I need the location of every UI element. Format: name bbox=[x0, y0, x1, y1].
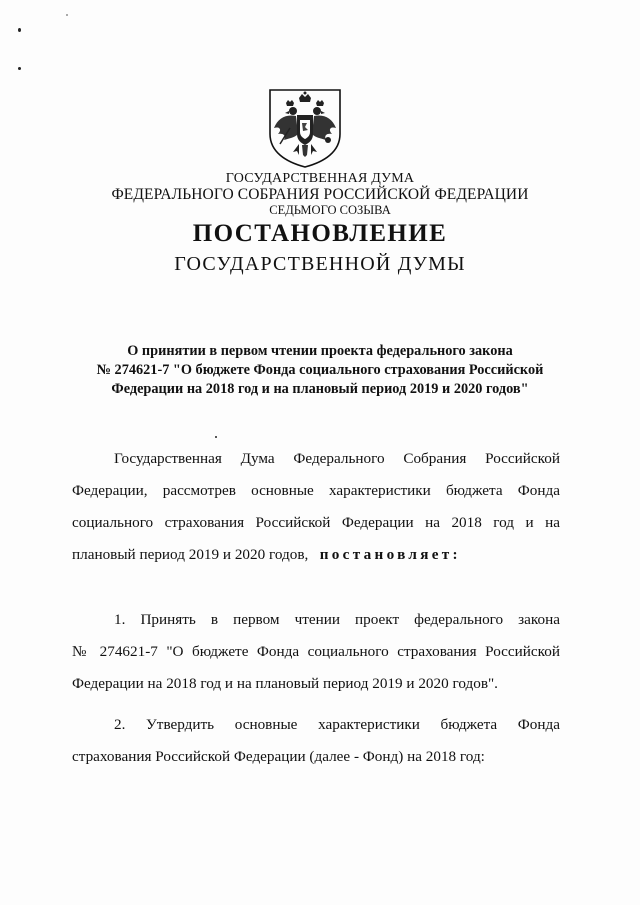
paragraph-line: Федерации на 2018 год и на плановый период 2019 и 2020 годов". bbox=[72, 675, 498, 692]
document-subtitle: ГОСУДАРСТВЕННОЙ ДУМЫ bbox=[174, 253, 466, 275]
header-line-convocation: СЕДЬМОГО СОЗЫВА bbox=[269, 203, 391, 217]
subject-line: № 274621-7 "О бюджете Фонда социального страхования Российской bbox=[96, 362, 544, 378]
document-title: ПОСТАНОВЛЕНИЕ bbox=[192, 220, 448, 247]
resolves-keyword: постановляет: bbox=[319, 546, 461, 563]
scan-speck bbox=[66, 14, 68, 16]
paragraph-line: 1. Принять в первом чтении проект федерального закона bbox=[114, 611, 560, 628]
subject-line: Федерации на 2018 год и на плановый период 2019 и 2020 годов" bbox=[111, 381, 529, 397]
subject-line: О принятии в первом чтении проекта федерального закона bbox=[127, 343, 513, 359]
scan-speck bbox=[18, 28, 21, 32]
paragraph-line bbox=[72, 539, 560, 571]
paragraph-line: социального страхования Российской Федерации на 2018 год и на bbox=[72, 514, 560, 531]
scan-speck bbox=[18, 67, 21, 70]
paragraph-line: Государственная Дума Федерального Собрания Российской bbox=[114, 450, 560, 467]
item-1-paragraph bbox=[72, 604, 560, 700]
paragraph-line: № 274621-7 "О бюджете Фонда социального страхования Российской bbox=[72, 643, 560, 660]
item-2-paragraph bbox=[72, 709, 560, 773]
resolution-subject bbox=[60, 342, 580, 399]
russian-coat-of-arms-icon bbox=[266, 88, 344, 168]
header-line-assembly: ФЕДЕРАЛЬНОГО СОБРАНИЯ РОССИЙСКОЙ ФЕДЕРАЦИИ bbox=[111, 186, 529, 203]
scan-speck bbox=[215, 436, 217, 438]
paragraph-line: страхования Российской Федерации (далее - Фонд) на 2018 год: bbox=[72, 748, 485, 765]
paragraph-line: 2. Утвердить основные характеристики бюджета Фонда bbox=[114, 716, 560, 733]
preamble-paragraph bbox=[72, 443, 560, 571]
paragraph-text: плановый период 2019 и 2020 годов, bbox=[72, 546, 309, 563]
paragraph-line: Федерации, рассмотрев основные характеристики бюджета Фонда bbox=[72, 482, 560, 499]
header-line-duma: ГОСУДАРСТВЕННАЯ ДУМА bbox=[225, 171, 415, 186]
